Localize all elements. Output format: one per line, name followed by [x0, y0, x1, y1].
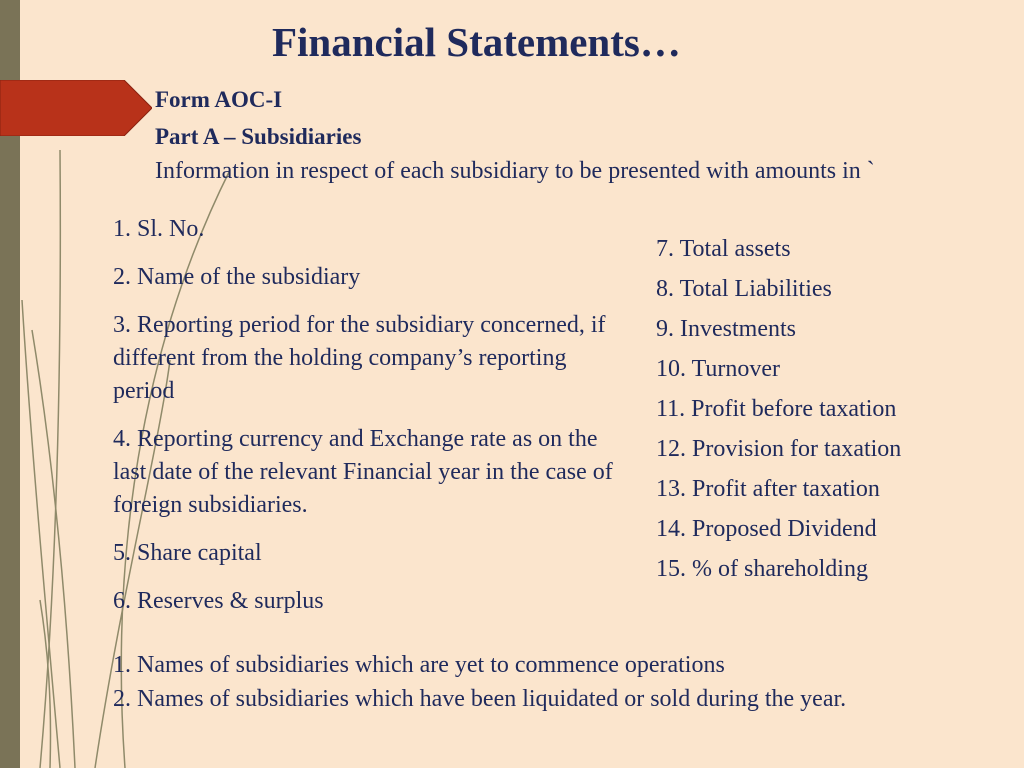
- part-heading: Part A – Subsidiaries: [155, 124, 362, 149]
- list-item: 14. Proposed Dividend: [656, 516, 877, 542]
- form-heading: Form AOC-I: [155, 87, 283, 112]
- list-item: 12. Provision for taxation: [656, 436, 902, 462]
- list-item: 9. Investments: [656, 316, 796, 342]
- list-item: 7. Total assets: [656, 236, 791, 262]
- note-item: 2. Names of subsidiaries which have been liquidated or sold during the year.: [113, 686, 847, 712]
- note-item: 1. Names of subsidiaries which are yet to commence operations: [113, 652, 725, 678]
- list-item: 8. Total Liabilities: [656, 276, 832, 302]
- list-item: 3. Reporting period for the subsidiary concerned, if different from the holding company’s reporting period: [113, 312, 606, 404]
- list-item: 10. Turnover: [656, 356, 781, 382]
- list-item: 13. Profit after taxation: [656, 476, 880, 502]
- list-item: 4. Reporting currency and Exchange rate as on the last date of the relevant Financial year in the case of foreign subsidiaries.: [113, 426, 613, 518]
- left-item-list: [113, 213, 633, 633]
- list-item: 1. Sl. No.: [113, 216, 205, 242]
- list-item: 2. Name of the subsidiary: [113, 264, 361, 290]
- list-item: 11. Profit before taxation: [656, 396, 897, 422]
- list-item: 5. Share capital: [113, 540, 262, 566]
- notes-section: [113, 648, 1013, 716]
- list-item: 15. % of shareholding: [656, 556, 868, 582]
- arrow-tab-shape: [0, 80, 152, 136]
- intro-text: Information in respect of each subsidiary to be presented with amounts in `: [155, 158, 875, 184]
- list-item: 6. Reserves & surplus: [113, 588, 324, 614]
- slide-title: Financial Statements…: [272, 19, 681, 65]
- right-item-list: [656, 229, 1016, 589]
